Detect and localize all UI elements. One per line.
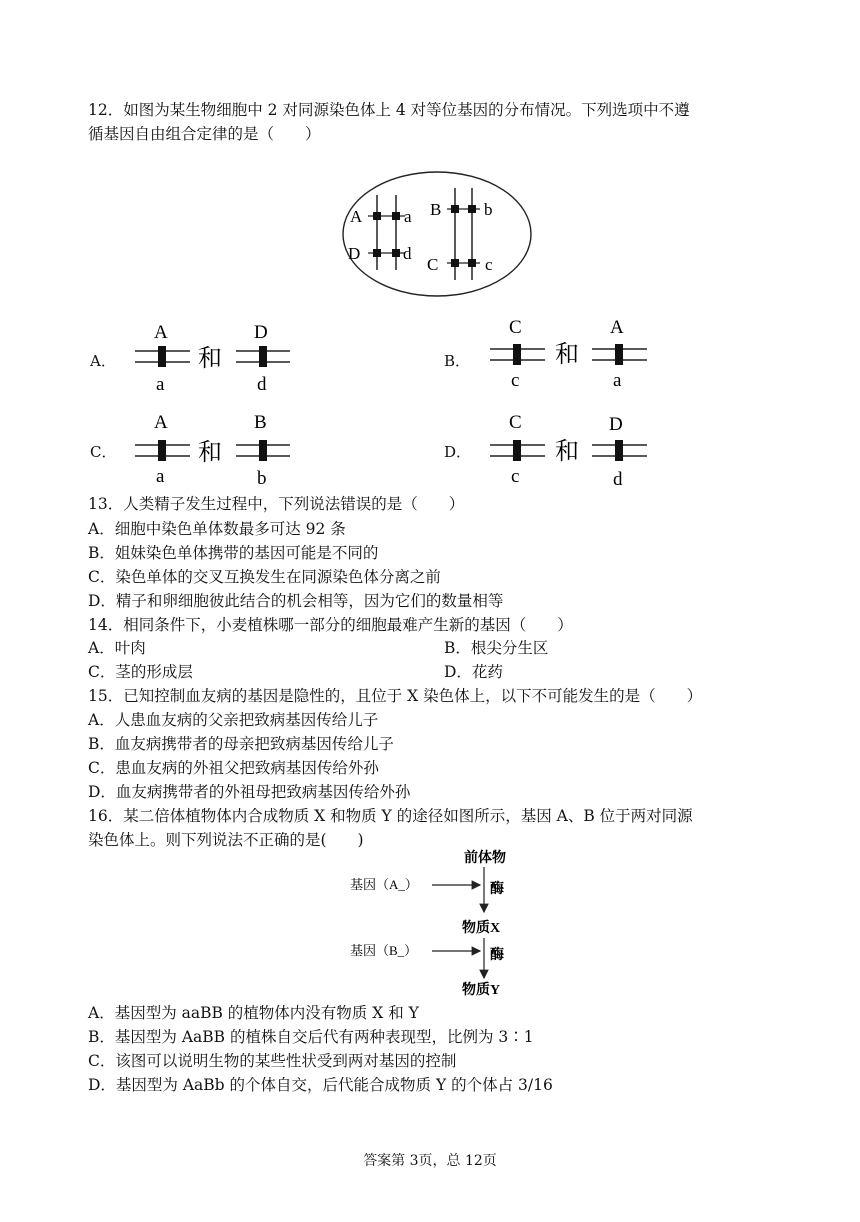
cell-label-B: B: [430, 200, 442, 219]
opt-a-top1: A: [154, 322, 168, 343]
q16-option-d[interactable]: D．基因型为 AaBb 的个体自交，后代能合成物质 Y 的个体占 3/16: [88, 1076, 553, 1094]
q16-stem-line2: 染色体上。则下列说法不正确的是( ): [88, 831, 364, 849]
q14-option-b[interactable]: B．根尖分生区: [444, 639, 549, 657]
cell-label-a: a: [404, 207, 412, 226]
opt-b-bot1: c: [511, 370, 520, 391]
synthesis-pathway-diagram: [340, 848, 530, 1000]
q16-option-b[interactable]: B．基因型为 AaBB 的植株自交后代有两种表现型，比例为 3∶1: [88, 1028, 534, 1046]
q13-option-d[interactable]: D．精子和卵细胞彼此结合的机会相等，因为它们的数量相等: [88, 592, 504, 610]
q12-option-d-diagram[interactable]: [485, 405, 655, 491]
q14-option-d[interactable]: D．花药: [444, 663, 503, 681]
q14-stem: 14．相同条件下，小麦植株哪一部分的细胞最难产生新的基因（ ）: [88, 616, 573, 634]
q15-option-b[interactable]: B．血友病携带者的母亲把致病基因传给儿子: [88, 735, 394, 753]
q15-option-d[interactable]: D．血友病携带者的外祖母把致病基因传给外孙: [88, 783, 411, 801]
q13-stem: 13．人类精子发生过程中，下列说法错误的是（ ）: [88, 495, 465, 513]
gene-b-label: 基因（B_）: [350, 943, 418, 958]
enzyme-1-label: 酶: [490, 882, 504, 897]
substance-x-label: 物质X: [462, 921, 501, 936]
cell-label-C: C: [427, 255, 439, 274]
q16-stem-line1: 16．某二倍体植物体内合成物质 X 和物质 Y 的途径如图所示，基因 A、B 位于两对同源: [88, 807, 693, 825]
cell-label-D: D: [348, 244, 361, 263]
precursor-label: 前体物: [464, 851, 506, 866]
q14-option-a[interactable]: A．叶肉: [88, 639, 146, 657]
opt-c-top1: A: [154, 412, 168, 433]
cell-chromosome-diagram: [340, 170, 535, 300]
opt-b-top2: A: [610, 317, 624, 338]
substance-y-label: 物质Y: [462, 983, 501, 998]
page-footer: 答案第 3页，总 12页: [363, 1153, 497, 1169]
opt-c-bot2: b: [257, 468, 267, 489]
opt-c-join: 和: [198, 440, 222, 466]
q12-option-b-diagram[interactable]: [485, 314, 655, 394]
q13-option-c[interactable]: C．染色单体的交叉互换发生在同源染色体分离之前: [88, 568, 441, 586]
q12-stem-line1: 12．如图为某生物细胞中 2 对同源染色体上 4 对等位基因的分布情况。下列选项中不遵: [88, 101, 690, 119]
q12-option-d-label[interactable]: D．: [444, 443, 472, 461]
q15-option-a[interactable]: A．人患血友病的父亲把致病基因传给儿子: [88, 711, 379, 729]
q12-option-c-label[interactable]: C．: [90, 443, 117, 461]
q12-option-a-label[interactable]: A．: [90, 352, 116, 370]
cell-label-c: c: [485, 255, 493, 274]
q12-option-b-label[interactable]: B．: [444, 352, 471, 370]
q16-option-c[interactable]: C．该图可以说明生物的某些性状受到两对基因的控制: [88, 1052, 457, 1070]
cell-label-b: b: [484, 200, 493, 219]
cell-label-d: d: [403, 244, 412, 263]
enzyme-2-label: 酶: [490, 948, 504, 963]
opt-b-bot2: a: [613, 370, 622, 391]
opt-a-top2: D: [254, 322, 268, 343]
q16-option-a[interactable]: A．基因型为 aaBB 的植物体内没有物质 X 和 Y: [88, 1004, 419, 1022]
opt-a-join: 和: [198, 346, 222, 372]
opt-d-join: 和: [555, 439, 579, 465]
opt-b-top1: C: [509, 317, 522, 338]
opt-c-top2: B: [254, 412, 267, 433]
q15-option-c[interactable]: C．患血友病的外祖父把致病基因传给外孙: [88, 759, 379, 777]
q12-option-c-diagram[interactable]: [130, 408, 300, 490]
opt-c-bot1: a: [156, 466, 165, 487]
opt-a-bot1: a: [156, 374, 165, 395]
q14-option-c[interactable]: C．茎的形成层: [88, 663, 193, 681]
q13-option-b[interactable]: B．姐妹染色单体携带的基因可能是不同的: [88, 544, 379, 562]
cell-label-A: A: [350, 207, 363, 226]
q12-stem-line2: 循基因自由组合定律的是（ ）: [88, 125, 321, 143]
opt-d-top2: D: [609, 414, 623, 435]
q15-stem: 15．已知控制血友病的基因是隐性的，且位于 X 染色体上，以下不可能发生的是（ ）: [88, 687, 703, 705]
gene-a-label: 基因（A_）: [350, 877, 418, 892]
opt-d-bot2: d: [613, 469, 623, 490]
opt-a-bot2: d: [257, 374, 267, 395]
q12-option-a-diagram[interactable]: [130, 318, 300, 398]
opt-d-top1: C: [509, 412, 522, 433]
q13-option-a[interactable]: A．细胞中染色单体数最多可达 92 条: [88, 520, 346, 538]
opt-b-join: 和: [555, 342, 579, 368]
opt-d-bot1: c: [511, 466, 520, 487]
